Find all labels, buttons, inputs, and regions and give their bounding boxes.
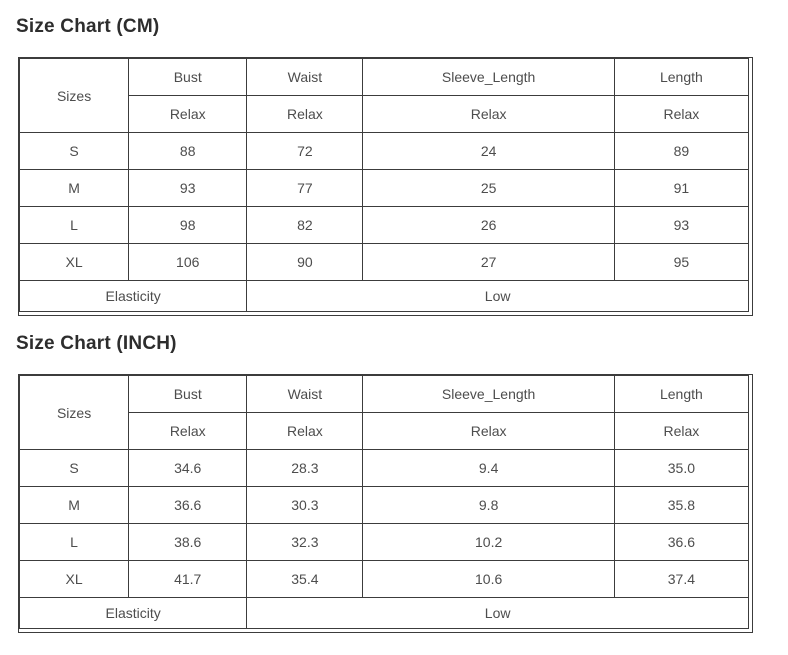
fit-cell-sleeve-length: Relax bbox=[363, 413, 614, 450]
size-cell: S bbox=[20, 133, 129, 170]
size-cell: L bbox=[20, 524, 129, 561]
size-chart-cm-table-frame bbox=[18, 57, 753, 316]
value-cell: 10.2 bbox=[363, 524, 614, 561]
size-cell: S bbox=[20, 450, 129, 487]
value-cell: 38.6 bbox=[129, 524, 247, 561]
value-cell: 88 bbox=[129, 133, 247, 170]
column-header-length: Length bbox=[614, 59, 748, 96]
value-cell: 36.6 bbox=[129, 487, 247, 524]
elasticity-value-cell: Low bbox=[247, 281, 749, 312]
size-cell: XL bbox=[20, 561, 129, 598]
value-cell: 106 bbox=[129, 244, 247, 281]
size-chart-cm-table bbox=[19, 58, 749, 312]
column-header-bust: Bust bbox=[129, 376, 247, 413]
value-cell: 35.4 bbox=[247, 561, 363, 598]
value-cell: 89 bbox=[614, 133, 748, 170]
table-row-xl bbox=[20, 244, 749, 281]
size-cell: L bbox=[20, 207, 129, 244]
value-cell: 37.4 bbox=[614, 561, 748, 598]
size-chart-inch-table bbox=[19, 375, 749, 629]
fit-row bbox=[20, 96, 749, 133]
value-cell: 36.6 bbox=[614, 524, 748, 561]
column-header-waist: Waist bbox=[247, 59, 363, 96]
table-row-m bbox=[20, 170, 749, 207]
value-cell: 35.8 bbox=[614, 487, 748, 524]
value-cell: 26 bbox=[363, 207, 614, 244]
table-row-l bbox=[20, 207, 749, 244]
value-cell: 93 bbox=[129, 170, 247, 207]
value-cell: 27 bbox=[363, 244, 614, 281]
column-header-waist: Waist bbox=[247, 376, 363, 413]
fit-cell-length: Relax bbox=[614, 413, 748, 450]
elasticity-label-cell: Elasticity bbox=[20, 598, 247, 629]
value-cell: 25 bbox=[363, 170, 614, 207]
value-cell: 32.3 bbox=[247, 524, 363, 561]
table-row-m bbox=[20, 487, 749, 524]
size-cell: XL bbox=[20, 244, 129, 281]
fit-cell-bust: Relax bbox=[129, 96, 247, 133]
size-chart-cm-title: Size Chart (CM) bbox=[16, 16, 160, 37]
column-header-bust: Bust bbox=[129, 59, 247, 96]
size-cell: M bbox=[20, 487, 129, 524]
value-cell: 9.4 bbox=[363, 450, 614, 487]
fit-cell-sleeve-length: Relax bbox=[363, 96, 614, 133]
table-row-s bbox=[20, 450, 749, 487]
value-cell: 82 bbox=[247, 207, 363, 244]
table-row-s bbox=[20, 133, 749, 170]
sizes-corner-cell: Sizes bbox=[20, 59, 129, 133]
value-cell: 91 bbox=[614, 170, 748, 207]
value-cell: 34.6 bbox=[129, 450, 247, 487]
elasticity-row bbox=[20, 281, 749, 312]
sizes-corner-cell: Sizes bbox=[20, 376, 129, 450]
elasticity-row bbox=[20, 598, 749, 629]
value-cell: 72 bbox=[247, 133, 363, 170]
value-cell: 24 bbox=[363, 133, 614, 170]
fit-cell-waist: Relax bbox=[247, 413, 363, 450]
value-cell: 95 bbox=[614, 244, 748, 281]
size-chart-inch-table-frame bbox=[18, 374, 753, 633]
table-row-xl bbox=[20, 561, 749, 598]
value-cell: 9.8 bbox=[363, 487, 614, 524]
fit-row bbox=[20, 413, 749, 450]
value-cell: 28.3 bbox=[247, 450, 363, 487]
value-cell: 41.7 bbox=[129, 561, 247, 598]
fit-cell-length: Relax bbox=[614, 96, 748, 133]
value-cell: 77 bbox=[247, 170, 363, 207]
value-cell: 35.0 bbox=[614, 450, 748, 487]
table-row-l bbox=[20, 524, 749, 561]
header-row bbox=[20, 59, 749, 96]
column-header-sleeve-length: Sleeve_Length bbox=[363, 376, 614, 413]
value-cell: 93 bbox=[614, 207, 748, 244]
fit-cell-waist: Relax bbox=[247, 96, 363, 133]
value-cell: 30.3 bbox=[247, 487, 363, 524]
fit-cell-bust: Relax bbox=[129, 413, 247, 450]
value-cell: 98 bbox=[129, 207, 247, 244]
value-cell: 90 bbox=[247, 244, 363, 281]
header-row bbox=[20, 376, 749, 413]
elasticity-value-cell: Low bbox=[247, 598, 749, 629]
column-header-sleeve-length: Sleeve_Length bbox=[363, 59, 614, 96]
size-chart-inch-title: Size Chart (INCH) bbox=[16, 333, 177, 354]
elasticity-label-cell: Elasticity bbox=[20, 281, 247, 312]
value-cell: 10.6 bbox=[363, 561, 614, 598]
size-cell: M bbox=[20, 170, 129, 207]
column-header-length: Length bbox=[614, 376, 748, 413]
